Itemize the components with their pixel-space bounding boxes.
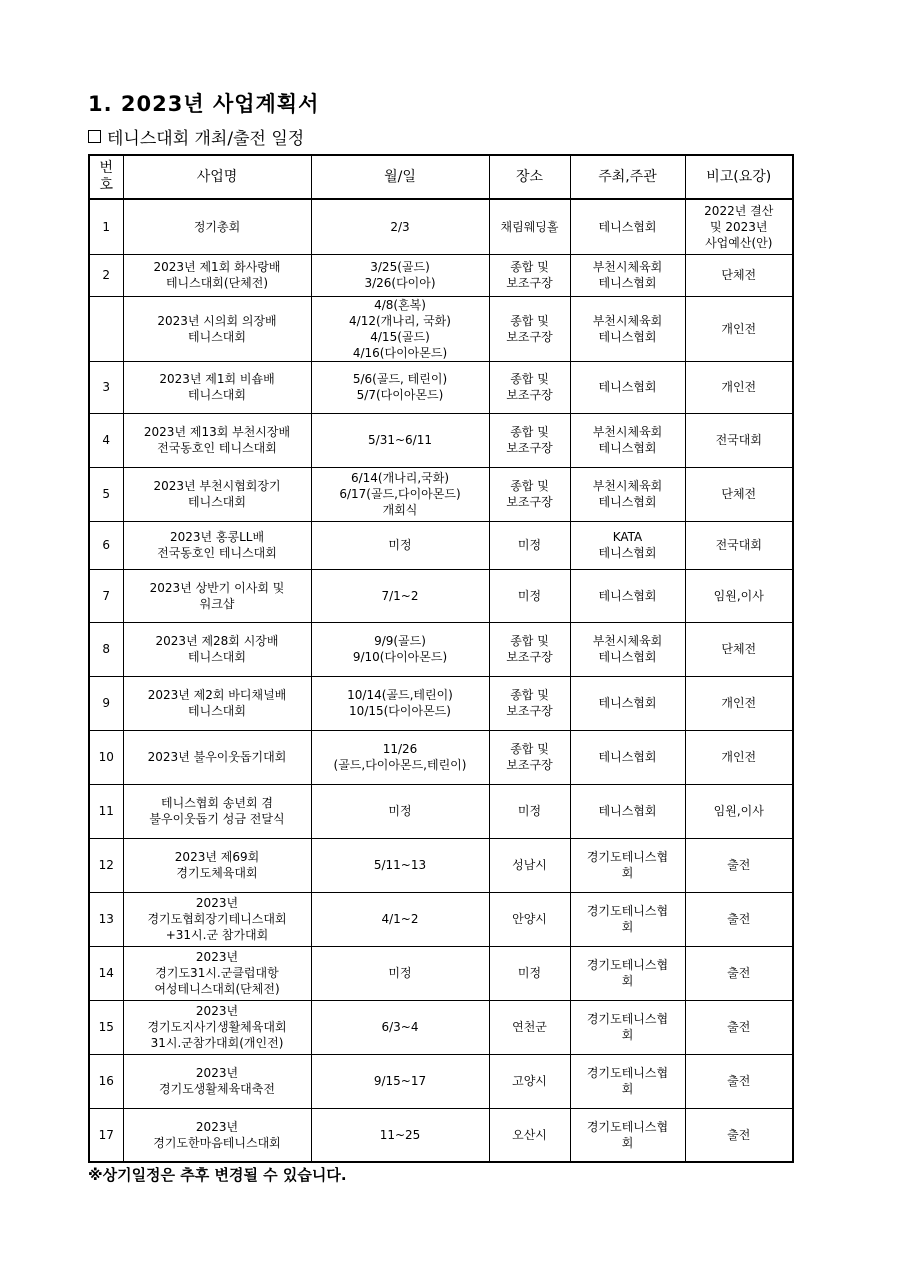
cell-organizer	[570, 1108, 685, 1162]
cell-date-text: 2/3	[390, 219, 410, 234]
cell-event-name-text: 2023년 제13회 부천시장배 전국동호인 테니스대회	[143, 425, 291, 455]
cell-organizer-text: 부천시체육회 테니스협회	[592, 479, 663, 509]
cell-venue	[489, 946, 570, 1000]
cell-remarks-text: 단체전	[721, 487, 757, 501]
cell-remarks	[685, 569, 793, 622]
cell-remarks	[685, 838, 793, 892]
cell-venue-text: 종합 및 보조구장	[506, 313, 553, 344]
cell-remarks	[685, 199, 793, 254]
cell-date	[311, 892, 489, 946]
cell-organizer-text: 테니스협회	[598, 696, 657, 710]
cell-remarks	[685, 254, 793, 296]
schedule-table	[88, 154, 794, 1163]
cell-event-name-text: 정기총회	[193, 219, 241, 234]
cell-event-name-text: 2023년 경기도생활체육대축전	[159, 1066, 275, 1096]
cell-venue	[489, 838, 570, 892]
cell-number	[89, 521, 123, 569]
table-row	[89, 1000, 793, 1054]
header-number	[89, 155, 123, 199]
cell-date	[311, 1000, 489, 1054]
cell-organizer-text: 테니스협회	[598, 380, 657, 394]
cell-date	[311, 361, 489, 413]
cell-remarks	[685, 622, 793, 676]
cell-venue	[489, 892, 570, 946]
cell-event-name	[123, 784, 311, 838]
cell-date-text: 9/9(골드) 9/10(다이아몬드)	[352, 634, 448, 664]
cell-number	[89, 361, 123, 413]
cell-venue-text: 미정	[517, 538, 542, 552]
cell-date-text: 미정	[388, 966, 412, 980]
cell-venue	[489, 296, 570, 361]
cell-organizer	[570, 622, 685, 676]
cell-organizer-text: 경기도테니스협 회	[586, 958, 669, 988]
cell-venue	[489, 569, 570, 622]
section-heading	[88, 124, 304, 149]
footnote: ※상기일정은 추후 변경될 수 있습니다.	[88, 1166, 347, 1184]
cell-organizer-text: 테니스협회	[598, 804, 657, 818]
cell-remarks	[685, 413, 793, 467]
cell-venue-text: 성남시	[512, 858, 547, 872]
cell-remarks-text: 개인전	[721, 380, 757, 394]
table-row	[89, 1054, 793, 1108]
cell-remarks	[685, 1054, 793, 1108]
cell-event-name	[123, 1054, 311, 1108]
cell-date-text: 미정	[388, 804, 412, 818]
cell-number-text: 13	[98, 912, 114, 926]
cell-date	[311, 946, 489, 1000]
cell-remarks	[685, 467, 793, 521]
cell-event-name	[123, 838, 311, 892]
header-venue-label: 장소	[515, 168, 544, 185]
cell-remarks-text: 전국대회	[715, 433, 762, 447]
page-title: 1. 2023년 사업계획서	[88, 92, 320, 116]
cell-remarks	[685, 730, 793, 784]
cell-date-text: 7/1~2	[381, 588, 419, 603]
cell-event-name-text: 2023년 제28회 시장배 테니스대회	[155, 634, 279, 664]
cell-date-text: 11/26 (골드,다이아몬드,테린이)	[333, 742, 467, 772]
cell-remarks-text: 출전	[727, 1127, 751, 1142]
cell-number	[89, 730, 123, 784]
cell-event-name-text: 2023년 상반기 이사회 및 워크샵	[149, 580, 285, 611]
cell-number	[89, 676, 123, 730]
cell-date	[311, 521, 489, 569]
cell-event-name-text: 2023년 제1회 비숍배 테니스대회	[159, 372, 275, 402]
cell-remarks	[685, 676, 793, 730]
cell-venue-text: 종합 및 보조구장	[506, 372, 553, 402]
cell-organizer	[570, 946, 685, 1000]
cell-date	[311, 1108, 489, 1162]
cell-organizer-text: 경기도테니스협 회	[586, 1012, 669, 1042]
cell-number	[89, 1000, 123, 1054]
cell-event-name-text: 2023년 제69회 경기도체육대회	[174, 850, 260, 880]
cell-organizer-text: 테니스협회	[598, 750, 657, 764]
cell-organizer-text: 부천시체육회 테니스협회	[592, 634, 663, 664]
cell-venue	[489, 1108, 570, 1162]
section-heading-text: 테니스대회 개최/출전 일정	[107, 129, 305, 149]
cell-event-name	[123, 521, 311, 569]
cell-organizer	[570, 361, 685, 413]
cell-date	[311, 467, 489, 521]
cell-date	[311, 730, 489, 784]
header-organizer	[570, 155, 685, 199]
cell-organizer-text: 경기도테니스협 회	[586, 850, 669, 880]
cell-organizer-text: 테니스협회	[598, 588, 657, 603]
cell-event-name-text: 테니스협회 송년회 겸 불우이웃돕기 성금 전달식	[149, 796, 285, 826]
cell-date	[311, 622, 489, 676]
cell-remarks-text: 2022년 결산 및 2023년 사업예산(안)	[704, 203, 774, 250]
cell-event-name	[123, 892, 311, 946]
cell-date-text: 10/14(골드,테린이) 10/15(다이아몬드)	[347, 688, 453, 718]
cell-date	[311, 413, 489, 467]
cell-venue-text: 종합 및 보조구장	[506, 260, 553, 290]
cell-organizer	[570, 730, 685, 784]
cell-date	[311, 254, 489, 296]
cell-remarks-text: 개인전	[721, 321, 757, 336]
table-row	[89, 296, 793, 361]
cell-date-text: 9/15~17	[373, 1074, 427, 1088]
cell-number-text: 4	[102, 433, 111, 447]
cell-remarks	[685, 521, 793, 569]
header-number-label: 번 호	[99, 160, 114, 193]
cell-number	[89, 296, 123, 361]
cell-venue	[489, 521, 570, 569]
cell-event-name	[123, 1108, 311, 1162]
cell-event-name-text: 2023년 부천시협회장기 테니스대회	[153, 479, 281, 509]
cell-event-name-text: 2023년 시의회 의장배 테니스대회	[157, 313, 277, 344]
cell-number	[89, 199, 123, 254]
cell-number-text: 7	[102, 588, 111, 603]
cell-remarks-text: 단체전	[721, 268, 757, 282]
table-row	[89, 892, 793, 946]
cell-number	[89, 467, 123, 521]
cell-organizer	[570, 254, 685, 296]
cell-venue-text: 미정	[517, 804, 542, 818]
cell-event-name	[123, 199, 311, 254]
checkbox-icon	[88, 130, 101, 143]
cell-venue	[489, 676, 570, 730]
cell-organizer-text: 부천시체육회 테니스협회	[592, 260, 663, 290]
cell-remarks-text: 임원,이사	[713, 804, 764, 818]
cell-organizer	[570, 413, 685, 467]
cell-event-name-text: 2023년 경기도협회장기테니스대회 +31시.군 참가대회	[147, 896, 287, 942]
header-remarks	[685, 155, 793, 199]
header-date-label: 월/일	[384, 168, 416, 185]
table-row	[89, 730, 793, 784]
cell-organizer	[570, 521, 685, 569]
cell-remarks	[685, 946, 793, 1000]
table-row	[89, 676, 793, 730]
cell-date	[311, 199, 489, 254]
cell-remarks-text: 개인전	[721, 750, 757, 764]
cell-remarks	[685, 1108, 793, 1162]
cell-organizer	[570, 569, 685, 622]
header-venue	[489, 155, 570, 199]
cell-organizer-text: 경기도테니스협 회	[586, 904, 669, 934]
header-organizer-label: 주최,주관	[598, 168, 657, 185]
table-row	[89, 199, 793, 254]
cell-date	[311, 676, 489, 730]
cell-event-name	[123, 467, 311, 521]
table-row	[89, 467, 793, 521]
cell-number	[89, 622, 123, 676]
table-header-row	[89, 155, 793, 199]
cell-date-text: 5/11~13	[373, 858, 427, 872]
header-date	[311, 155, 489, 199]
cell-number-text: 8	[102, 642, 111, 656]
table-row	[89, 946, 793, 1000]
cell-remarks-text: 전국대회	[715, 538, 762, 552]
cell-venue	[489, 199, 570, 254]
cell-date-text: 11~25	[379, 1127, 421, 1142]
cell-organizer	[570, 1054, 685, 1108]
cell-number-text: 10	[98, 750, 114, 764]
cell-number	[89, 892, 123, 946]
cell-remarks-text: 임원,이사	[713, 588, 764, 603]
cell-date	[311, 784, 489, 838]
cell-venue-text: 오산시	[512, 1127, 547, 1142]
cell-date-text: 5/31~6/11	[368, 433, 432, 447]
table-row	[89, 361, 793, 413]
cell-remarks-text: 출전	[727, 966, 751, 980]
cell-organizer-text: KATA 테니스협회	[598, 530, 657, 560]
table-row	[89, 1108, 793, 1162]
cell-number	[89, 254, 123, 296]
cell-venue-text: 종합 및 보조구장	[506, 742, 553, 772]
table-body	[89, 199, 793, 1162]
cell-venue-text: 종합 및 보조구장	[506, 425, 553, 455]
cell-event-name	[123, 254, 311, 296]
cell-date-text: 미정	[388, 538, 412, 552]
cell-number-text: 16	[98, 1074, 114, 1088]
cell-number	[89, 1054, 123, 1108]
cell-event-name	[123, 361, 311, 413]
cell-venue	[489, 254, 570, 296]
cell-remarks	[685, 1000, 793, 1054]
cell-organizer-text: 테니스협회	[598, 219, 657, 234]
cell-remarks-text: 출전	[727, 858, 751, 872]
cell-date-text: 6/3~4	[381, 1020, 419, 1034]
cell-remarks	[685, 361, 793, 413]
table-row	[89, 413, 793, 467]
table-row	[89, 569, 793, 622]
cell-event-name	[123, 413, 311, 467]
cell-organizer	[570, 838, 685, 892]
cell-event-name-text: 2023년 홍콩LL배 전국동호인 테니스대회	[157, 530, 277, 560]
cell-date-text: 3/25(골드) 3/26(다이아)	[364, 260, 436, 290]
cell-event-name-text: 2023년 불우이웃돕기대회	[147, 750, 287, 764]
cell-remarks	[685, 296, 793, 361]
header-event-name-label: 사업명	[196, 168, 238, 185]
cell-organizer	[570, 892, 685, 946]
cell-organizer	[570, 676, 685, 730]
cell-venue	[489, 622, 570, 676]
cell-date	[311, 569, 489, 622]
table-row	[89, 838, 793, 892]
cell-venue	[489, 413, 570, 467]
cell-number-text: 5	[102, 487, 111, 501]
cell-number-text: 1	[102, 219, 111, 234]
cell-event-name-text: 2023년 경기도31시.군클럽대항 여성테니스대회(단체전)	[154, 950, 280, 996]
cell-venue-text: 연천군	[512, 1020, 547, 1034]
cell-number-text: 9	[102, 696, 111, 710]
cell-organizer	[570, 1000, 685, 1054]
cell-number	[89, 946, 123, 1000]
cell-venue	[489, 730, 570, 784]
cell-event-name	[123, 622, 311, 676]
cell-organizer	[570, 199, 685, 254]
cell-remarks	[685, 784, 793, 838]
cell-number-text: 2	[102, 268, 111, 282]
cell-venue-text: 안양시	[512, 912, 547, 926]
cell-organizer-text: 경기도테니스협 회	[586, 1119, 669, 1150]
cell-venue	[489, 467, 570, 521]
cell-date-text: 5/6(골드, 테린이) 5/7(다이아몬드)	[352, 372, 448, 402]
cell-venue-text: 미정	[517, 588, 542, 603]
cell-venue-text: 종합 및 보조구장	[506, 479, 553, 509]
cell-event-name	[123, 730, 311, 784]
cell-remarks-text: 출전	[727, 912, 751, 926]
cell-venue-text: 채림웨딩홀	[500, 219, 559, 234]
cell-remarks	[685, 892, 793, 946]
cell-number-text: 12	[98, 858, 114, 872]
cell-event-name	[123, 569, 311, 622]
cell-venue-text: 종합 및 보조구장	[506, 634, 553, 664]
cell-remarks-text: 출전	[727, 1020, 751, 1034]
cell-venue	[489, 1000, 570, 1054]
cell-organizer-text: 부천시체육회 테니스협회	[592, 425, 663, 455]
cell-number-text: 11	[98, 804, 114, 818]
cell-remarks-text: 단체전	[721, 642, 757, 656]
cell-date-text: 4/1~2	[381, 912, 419, 926]
table-row	[89, 622, 793, 676]
cell-remarks-text: 출전	[727, 1074, 751, 1088]
cell-event-name	[123, 1000, 311, 1054]
cell-event-name	[123, 946, 311, 1000]
cell-date	[311, 1054, 489, 1108]
cell-event-name-text: 2023년 제2회 바디채널배 테니스대회	[147, 688, 287, 718]
cell-number	[89, 784, 123, 838]
header-remarks-label: 비고(요강)	[706, 168, 772, 185]
header-event-name	[123, 155, 311, 199]
cell-number-text: 6	[102, 538, 111, 552]
cell-event-name-text: 2023년 제1회 화사랑배 테니스대회(단체전)	[153, 260, 281, 290]
cell-organizer-text: 부천시체육회 테니스협회	[592, 313, 663, 344]
table-row	[89, 521, 793, 569]
cell-date-text: 6/14(개나리,국화) 6/17(골드,다이아몬드) 개회식	[339, 471, 461, 517]
cell-number	[89, 413, 123, 467]
cell-event-name	[123, 676, 311, 730]
cell-number-text: 14	[98, 966, 114, 980]
cell-organizer	[570, 296, 685, 361]
cell-venue	[489, 361, 570, 413]
cell-organizer	[570, 784, 685, 838]
cell-date	[311, 838, 489, 892]
cell-number	[89, 1108, 123, 1162]
cell-date-text: 4/8(혼복) 4/12(개나리, 국화) 4/15(골드) 4/16(다이아몬드)	[349, 297, 451, 360]
cell-event-name	[123, 296, 311, 361]
cell-venue	[489, 784, 570, 838]
cell-organizer-text: 경기도테니스협 회	[586, 1066, 669, 1096]
cell-venue-text: 종합 및 보조구장	[506, 688, 553, 718]
cell-number-text: 15	[98, 1020, 114, 1034]
cell-number	[89, 838, 123, 892]
cell-date	[311, 296, 489, 361]
cell-event-name-text: 2023년 경기도한마음테니스대회	[153, 1119, 281, 1150]
cell-remarks-text: 개인전	[721, 696, 757, 710]
cell-venue	[489, 1054, 570, 1108]
cell-number-text: 3	[102, 380, 111, 394]
cell-venue-text: 미정	[517, 966, 542, 980]
cell-number-text: 17	[98, 1127, 114, 1142]
table-row	[89, 254, 793, 296]
cell-number	[89, 569, 123, 622]
cell-venue-text: 고양시	[512, 1074, 547, 1088]
cell-organizer	[570, 467, 685, 521]
table-row	[89, 784, 793, 838]
cell-event-name-text: 2023년 경기도지사기생활체육대회 31시.군참가대회(개인전)	[147, 1004, 287, 1050]
